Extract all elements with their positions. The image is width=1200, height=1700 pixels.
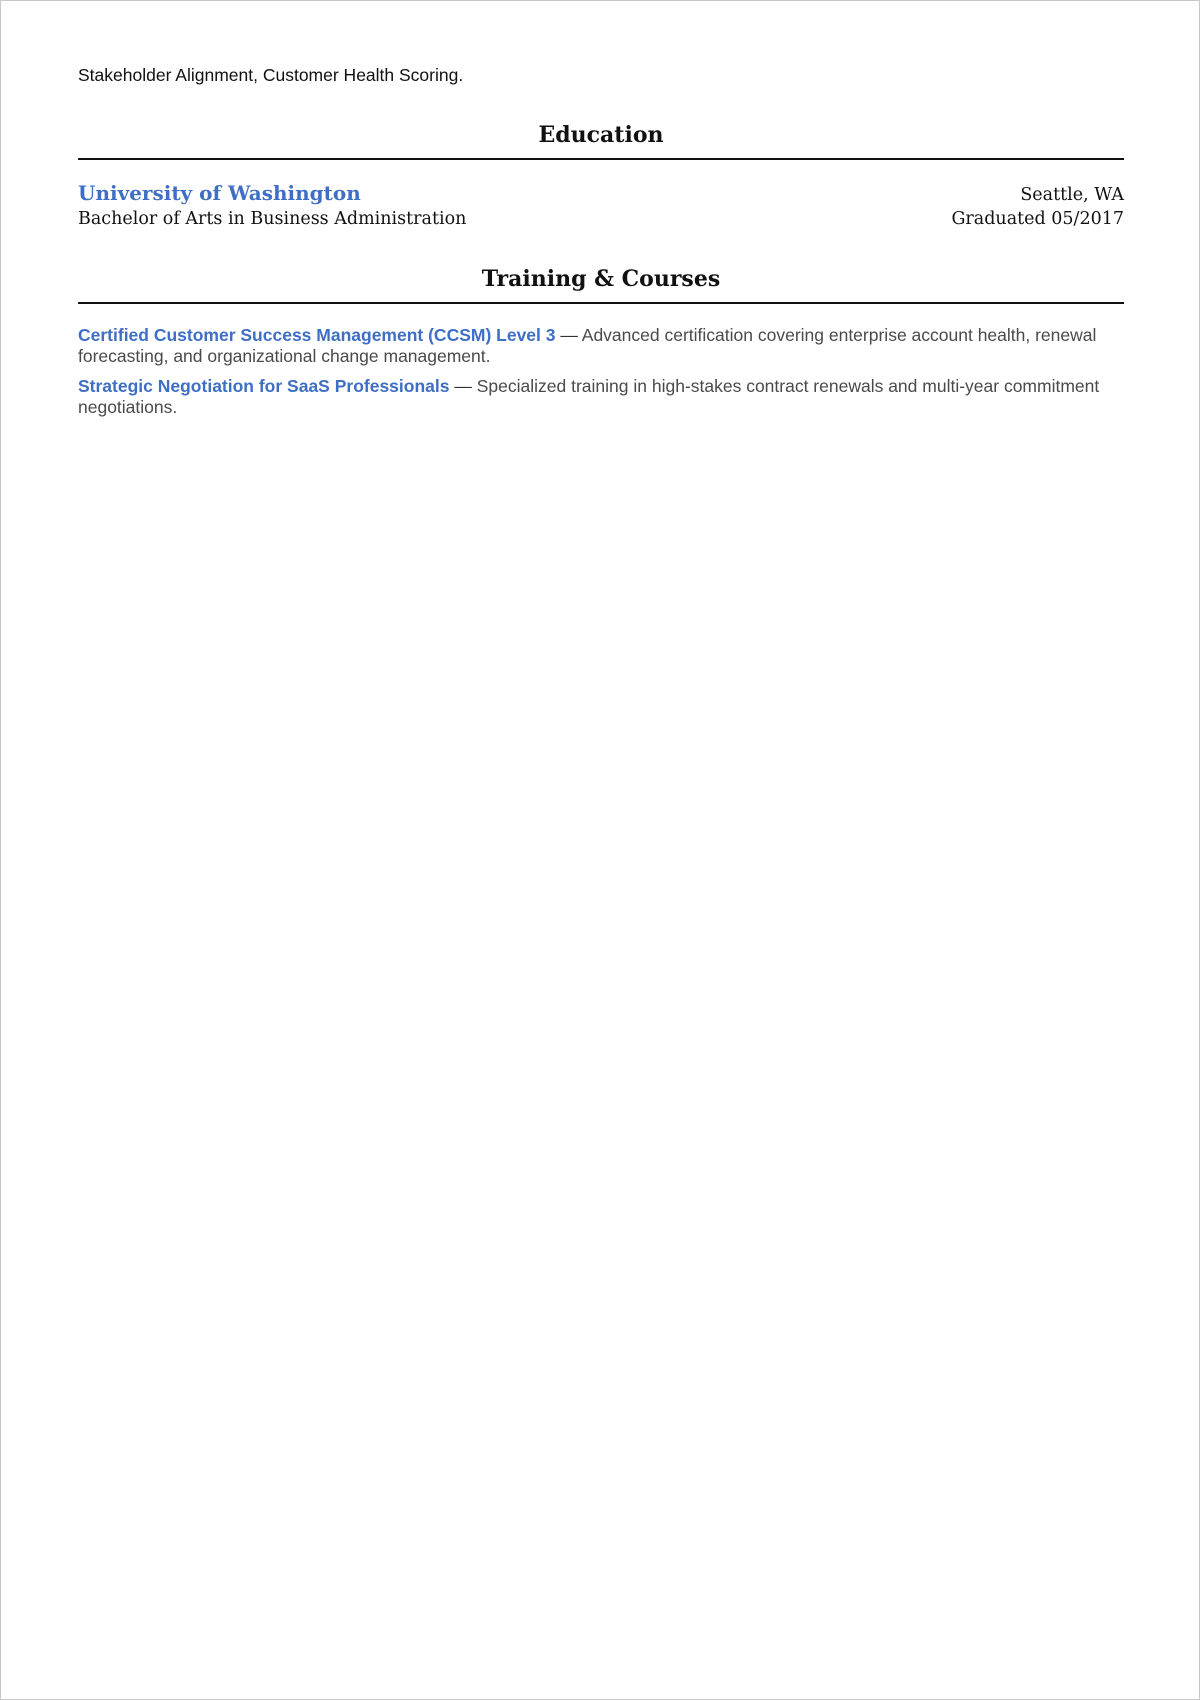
em-dash-separator: — xyxy=(454,376,472,396)
training-section xyxy=(78,265,1124,418)
skills-continuation-text: Stakeholder Alignment, Customer Health Scoring. xyxy=(78,65,464,85)
degree: Bachelor of Arts in Business Administration xyxy=(78,209,467,229)
education-entry xyxy=(78,181,1124,231)
course-description: Specialized training in high-stakes contract renewals and multi-year commitment negotiations. xyxy=(78,376,1100,417)
training-heading: Training & Courses xyxy=(78,265,1124,304)
education-entry-bottom-row xyxy=(78,207,1124,231)
em-dash-separator: — xyxy=(560,325,578,345)
graduation-date: Graduated 05/2017 xyxy=(951,209,1124,229)
school-name: University of Washington xyxy=(78,181,361,205)
education-heading: Education xyxy=(78,121,1124,160)
course-description: Advanced certification covering enterprise account health, renewal forecasting, and organizational change management. xyxy=(78,325,1097,366)
resume-content xyxy=(78,63,1124,427)
education-entry-top-row xyxy=(78,181,1124,207)
course-name: Certified Customer Success Management (CCSM) Level 3 xyxy=(78,325,556,345)
education-section xyxy=(78,121,1124,231)
school-location: Seattle, WA xyxy=(1020,185,1124,205)
training-item xyxy=(78,325,1124,367)
training-item xyxy=(78,376,1124,418)
training-list xyxy=(78,325,1124,418)
course-name: Strategic Negotiation for SaaS Professionals xyxy=(78,376,450,396)
